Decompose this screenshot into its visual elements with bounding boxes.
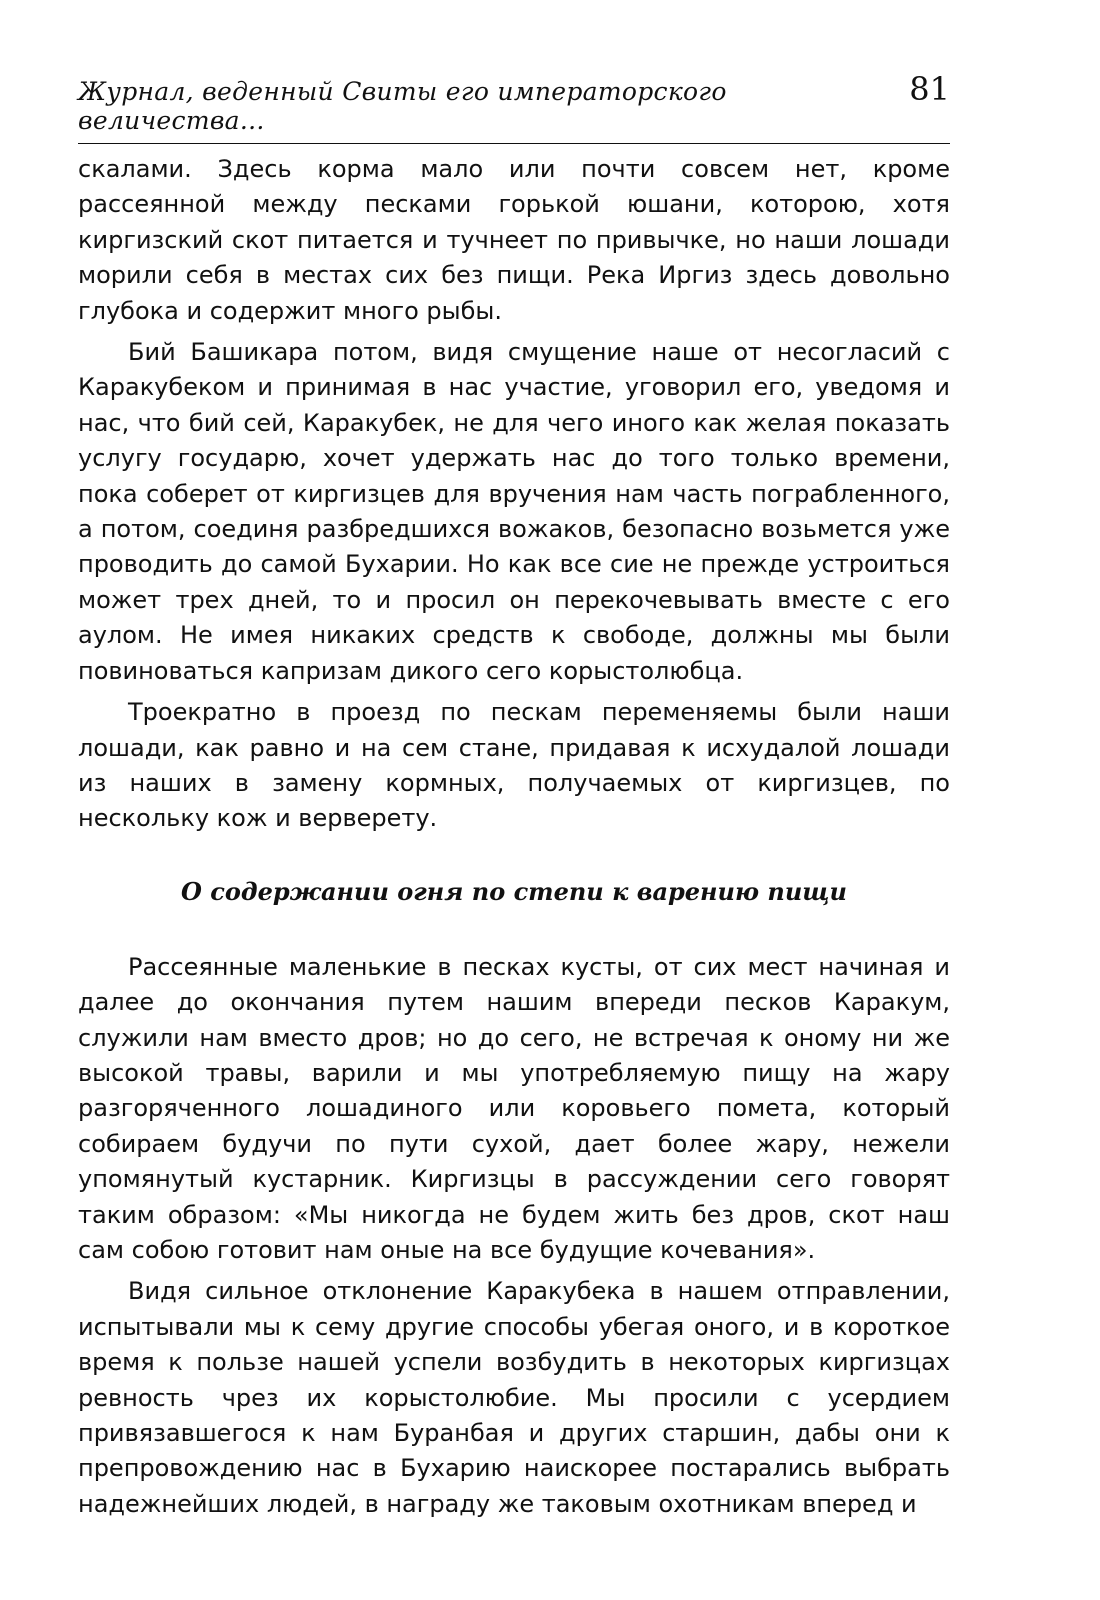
running-title: Журнал, веденный Свиты его императорского величества... — [78, 77, 727, 135]
paragraph: Бий Башикара потом, видя смущение наше от несогласий с Каракубеком и принимая в нас участие, уговорил его, уведомя и нас, что бий сей, Каракубек, не для чего иного как желая показать услугу государю, хочет удержать нас до того только времени, пока соберет от киргизцев для вручения нам часть пограбленного, а потом, соединя разбредшихся вожаков, безопасно возьмется уже проводить до самой Бухарии. Но как все сие не прежде устроиться может трех дней, то и просил он перекочевывать вместе с его аулом. Не имея никаких средств к свободе, должны мы были повиноваться капризам дикого сего корыстолюбца. — [78, 338, 950, 685]
paragraph-continued: скалами. Здесь корма мало или почти совсем нет, кроме рассеянной между песками горькой юшани, которою, хотя киргизский скот питается и тучнеет по привычке, но наши лошади морили себя в местах сих без пищи. Река Иргиз здесь довольно глубока и содержит много рыбы. — [78, 155, 950, 325]
paragraph: Видя сильное отклонение Каракубека в нашем отправлении, испытывали мы к сему другие способы убегая оного, и в короткое время к пользе нашей успели возбудить в некоторых киргизцах ревность чрез их корыстолюбие. Мы просили с усердием привязавшегося к нам Буранбая и других старшин, дабы они к препровождению нас в Бухарию наискорее постарались выбрать надежнейших людей, в награду же таковым охотникам вперед и — [78, 1277, 950, 1518]
paragraph: Троекратно в проезд по пескам переменяемы были наши лошади, как равно и на сем стане, придавая к исхудалой лошади из наших в замену кормных, получаемых от киргизцев, по нескольку кож и верверету. — [78, 698, 950, 833]
paragraph: Рассеянные маленькие в песках кусты, от сих мест начиная и далее до окончания путем нашим впереди песков Каракум, служили нам вместо дров; но до сего, не встречая к оному ни же высокой травы, варили и мы употребляемую пищу на жару разгоряченного лошадиного или коровьего помета, который собираем будучи по пути сухой, дает более жару, нежели упомянутый кустарник. Киргизцы в рассуждении сего говорят таким образом: «Мы никогда не будем жить без дров, скот наш сам собою готовит нам оные на все будущие кочевания». — [78, 952, 950, 1264]
section-heading: О содержании огня по степи к варению пищи — [181, 876, 847, 906]
page-number: 81 — [909, 70, 950, 108]
running-header — [78, 70, 950, 144]
book-page — [78, 70, 950, 1522]
